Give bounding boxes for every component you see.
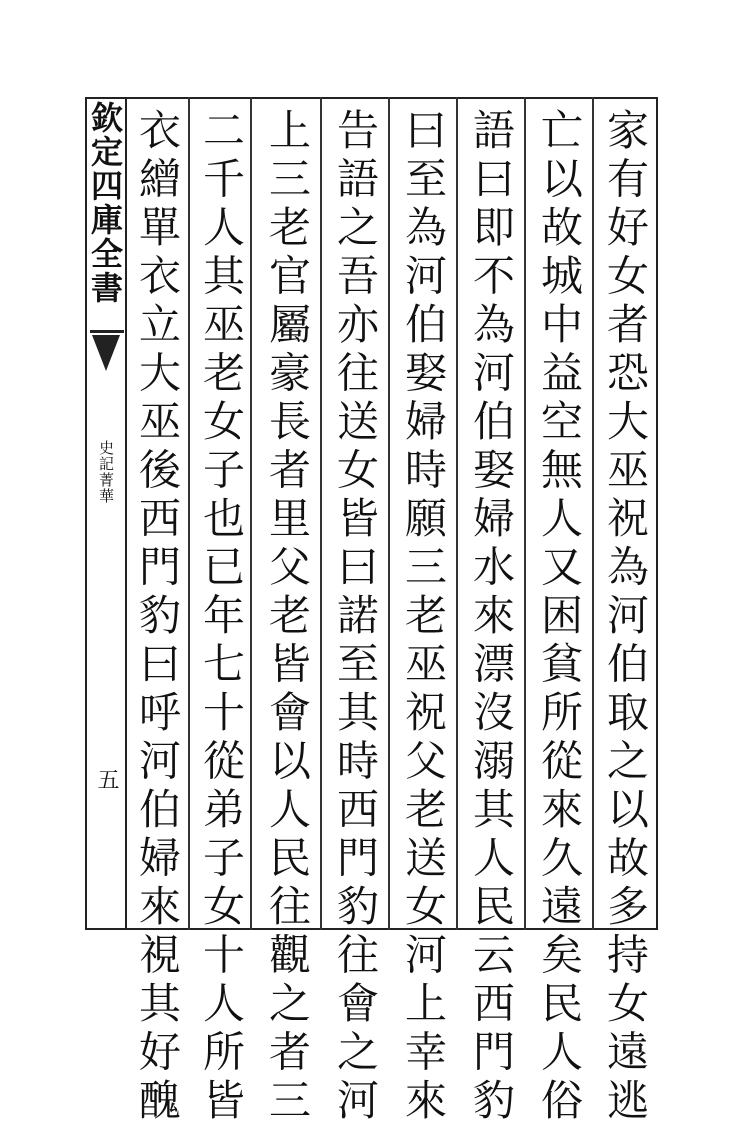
column-rule: [320, 97, 322, 930]
text-column-6: 上三老官屬豪長者里父老皆會以人民往觀之者三: [263, 108, 312, 1127]
fish-tail-rule: [90, 330, 124, 333]
text-column-3: 語曰即不為河伯娶婦水來漂沒溺其人民云西門豹: [467, 108, 516, 1127]
page-spine: [85, 97, 127, 930]
text-column-1: 家有好女者恐大巫祝為河伯取之以故多持女遠逃: [601, 108, 650, 1127]
fish-tail-mark: [92, 335, 120, 371]
text-column-7: 二千人其巫老女子也已年七十從弟子女十人所皆: [197, 108, 246, 1127]
text-column-2: 亡以故城中益空無人又困貧所從來久遠矣民人俗: [535, 108, 584, 1127]
text-column-8: 衣繒單衣立大巫後西門豹曰呼河伯婦來視其好醜: [133, 108, 182, 1127]
column-rule: [524, 97, 526, 930]
column-rule: [456, 97, 458, 930]
text-column-4: 曰至為河伯娶婦時願三老巫祝父老送女河上幸來: [399, 108, 448, 1127]
book-title: 欽定四庫全書: [86, 101, 124, 305]
column-rule: [388, 97, 390, 930]
section-label: 史記菁華: [97, 440, 115, 504]
text-column-5: 告語之吾亦往送女皆曰諾至其時西門豹往會之河: [331, 108, 380, 1127]
page-number: 五: [94, 768, 119, 790]
